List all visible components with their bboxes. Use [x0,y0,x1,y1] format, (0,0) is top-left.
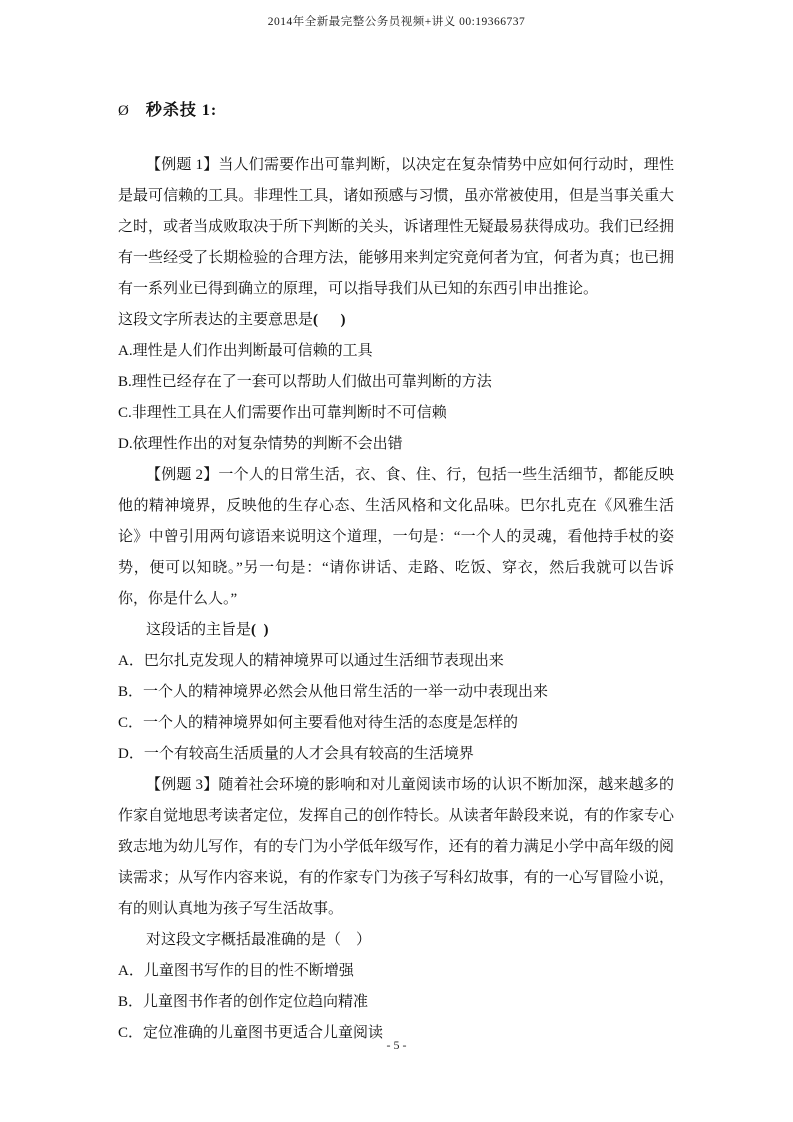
option-c: C．定位准确的儿童图书更适合儿童阅读 [118,1025,384,1041]
option-a: A．巴尔扎克发现人的精神境界可以通过生活细节表现出来 [118,653,504,669]
question-stem: 【例题 1】当人们需要作出可靠判断，以决定在复杂情势中应如何行动时，理性是最可信赖的工具。非理性工具，诸如预感与习惯，虽亦常被使用，但是当事关重大之时，或者当成败取决于所下判断的关头，诉诸理性无疑最易获得成功。我们已经拥有一些经受了长期检验的合理方法，能够用来判定究竟何者为宜，何者为真；也已拥有一系列业已得到确立的原理，可以指导我们从已知的东西引申出推论。 [118,157,674,297]
question-prompt [118,925,674,956]
question-prompt [118,305,674,336]
question-2 [118,460,674,770]
prompt-text: 这段文字所表达的主要意思是 [118,312,314,328]
arrow-bullet-icon: Ø [118,103,129,119]
option-a: A.理性是人们作出判断最可信赖的工具 [118,343,373,359]
option-d: D.依理性作出的对复杂情势的判断不会出错 [118,436,403,452]
page-number: - 5 - [386,1038,407,1052]
prompt-text: 对这段文字概括最准确的是 [146,932,327,948]
option-b: B.理性已经存在了一套可以帮助人们做出可靠判断的方法 [118,374,492,390]
question-3 [118,770,674,1049]
answer-blank: ( ) [251,622,269,638]
section-heading [118,100,217,122]
option-d: D．一个有较高生活质量的人才会具有较高的生活境界 [118,746,474,762]
section-heading-title: 秒杀技 1: [145,102,218,119]
content-area [118,150,674,1049]
prompt-text: 这段话的主旨是 [146,622,252,638]
page-header: 2014年全新最完整公务员视频+讲义 00:19366737 [267,16,526,28]
question-stem: 【例题 2】一个人的日常生活，衣、食、住、行，包括一些生活细节，都能反映他的精神境界，反映他的生存心态、生活风格和文化品味。巴尔扎克在《风雅生活论》中曾引用两句谚语来说明这个道理，一句是：“一个人的灵魂，看他持手杖的姿势，便可以知晓。”另一句是：“请你讲话、走路、吃饭、穿衣，然后我就可以告诉你，你是什么人。” [118,467,674,607]
answer-blank: ( ) [313,312,346,328]
option-b: B．一个人的精神境界必然会从他日常生活的一举一动中表现出来 [118,684,549,700]
question-stem: 【例题 3】随着社会环境的影响和对儿童阅读市场的认识不断加深，越来越多的作家自觉地思考读者定位，发挥自己的创作特长。从读者年龄段来说，有的作家专心致志地为幼儿写作，有的专门为小学低年级写作，还有的着力满足小学中高年级的阅读需求；从写作内容来说，有的作家专门为孩子写科幻故事，有的一心写冒险小说，有的则认真地为孩子写生活故事。 [118,777,674,917]
question-prompt [118,615,674,646]
option-c: C.非理性工具在人们需要作出可靠判断时不可信赖 [118,405,447,421]
question-1 [118,150,674,460]
option-b: B．儿童图书作者的创作定位趋向精准 [118,994,369,1010]
option-c: C．一个人的精神境界如何主要看他对待生活的态度是怎样的 [118,715,519,731]
option-a: A．儿童图书写作的目的性不断增强 [118,963,354,979]
answer-blank: （ ） [326,932,372,948]
